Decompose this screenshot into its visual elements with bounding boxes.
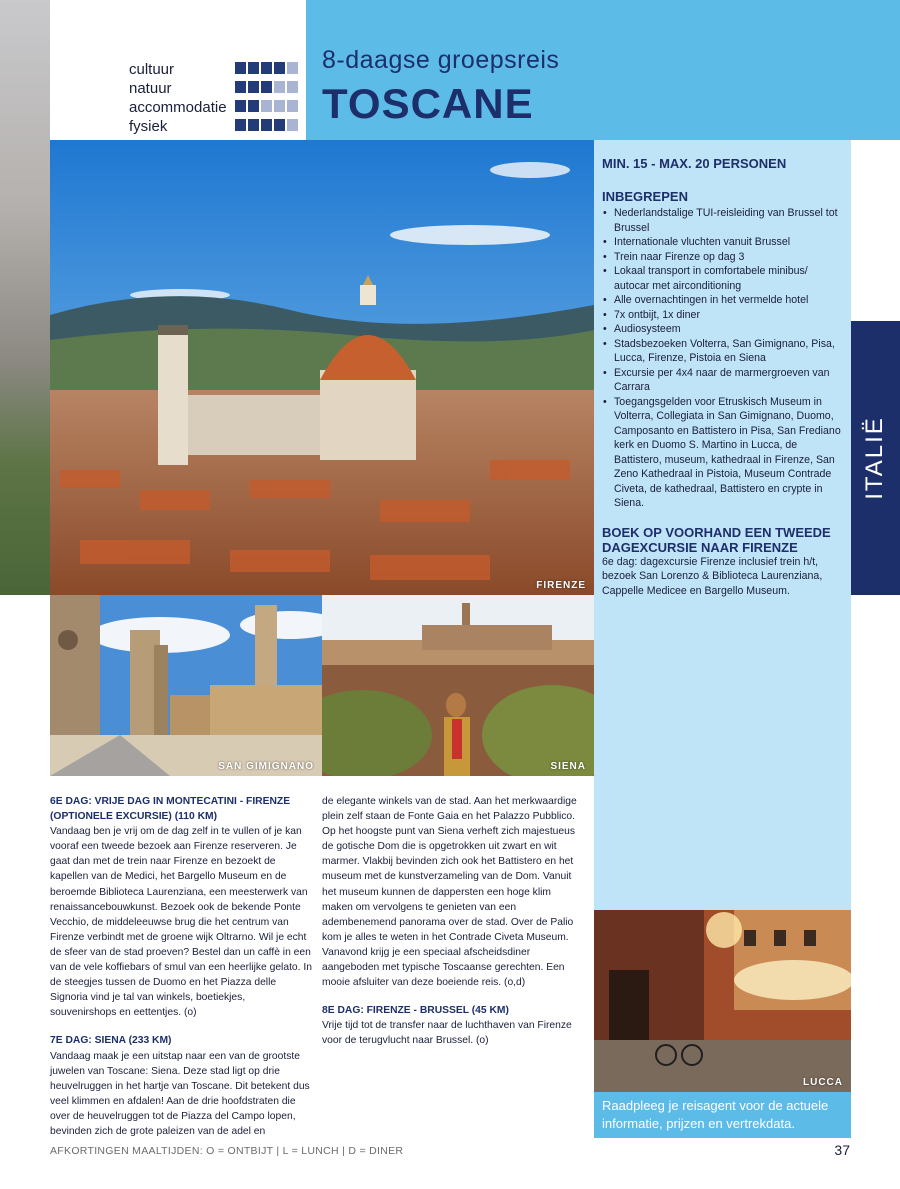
trip-subtitle: 8-daagse groepsreis — [322, 46, 560, 74]
rating-square-empty — [274, 81, 285, 93]
day7-text-start: Vandaag maak je een uitstap naar een van de grootste juwelen van Toscane: Siena. Deze stad ligt op drie heuvelruggen in het hartje van Toscane. Dit betekent dus veel klimmen en afdalen! Aan de drie hoofdstraten die over de heuvelruggen tot de Piazza del Campo lopen, bevinden zich de grote paleizen van de adel en — [50, 1050, 310, 1137]
day7-title: 7E DAG: SIENA (233 KM) — [50, 1035, 172, 1047]
group-size: MIN. 15 - MAX. 20 PERSONEN — [602, 156, 787, 171]
day6-text: Vandaag ben je vrij om de dag zelf in te vullen of je kan vooraf een tweede bezoek aan Firenze reserveren. Je gaat dan met de trein naar Firenze en bezoekt de kapellen van de Medici, het Bargello Museum en de beroemde Biblioteca Laurenziana, een meesterwerk van renaissancebouwkunst. Bezoek ook de bekende Ponte Vecchio, de middeleeuwse brug die het centrum van Firenze verbindt met de groene wijk Oltrarno. Wil je echt de sfeer van de stad proeven? Bestel dan un caffè in een van de vele koffiebars of smul van een heerlijke gelato. In de steegjes tussen de Duomo en het Piazza delle Signoria vind je tal van winkels, boetiekjes, souvenirshops en eettentjes. (o) — [50, 826, 312, 1019]
included-item: • Alle overnachtingen in het vermelde hotel — [602, 293, 843, 308]
rating-square-filled — [235, 81, 246, 93]
rating-label-cultuur: cultuur — [129, 61, 175, 78]
caption-lucca: LUCCA — [803, 1077, 843, 1088]
day7-text-end: de elegante winkels van de stad. Aan het merkwaardige plein zelf staan de Fonte Gaia en het Palazzo Pubblico. Op het hoogste punt van Siena verheft zich majestueus de gotische Dom die is opgetrokken uit zwart en wit marmer. Vlakbij bevinden zich ook het Battistero en het museum met de kunstverzameling van de Dom. Vanuit het museum kunnen de dappersten een hoge klim maken om vervolgens te genieten van een adembenemend panorama over de stad. Over de Palio kom je alles te weten in het Contrade Civeta Museum. Vanavond krijg je een speciaal afscheidsdiner aangeboden met typische Toscaanse gerechten. Een mooie afsluiter van deze boeiende reis. (o,d) — [322, 796, 577, 989]
country-tab-label: ITALIË — [861, 416, 888, 500]
included-item: • Toegangsgelden voor Etruskisch Museum in Volterra, Collegiata in San Gimignano, Duomo, Camposanto en Battistero in Pisa, San Frediano kerk en Duomo S. Martino in Lucca, de Battistero, museum, kathedraal in Firenze, San Zeno Kathedraal in Pistoia, Museum Contrade Civeta, de kathedraal, Battistero en crypte in Siena. — [602, 395, 843, 511]
itinerary-column-2 — [322, 794, 584, 1062]
photo-firenze — [50, 140, 594, 595]
rating-square-filled — [274, 62, 285, 74]
rating-square-empty — [287, 119, 298, 131]
extra-excursion-heading: BOEK OP VOORHAND EEN TWEEDE DAGEXCURSIE NAAR FIRENZE — [602, 524, 831, 555]
included-item: • Nederlandstalige TUI-reisleiding van Brussel tot Brussel — [602, 206, 843, 235]
rating-square-filled — [261, 119, 272, 131]
day6-title: 6E DAG: VRIJE DAG IN MONTECATINI - FIRENZE (OPTIONELE EXCURSIE) (110 KM) — [50, 796, 291, 823]
page-title: TOSCANE — [322, 80, 534, 127]
rating-square-empty — [287, 81, 298, 93]
rating-square-filled — [235, 62, 246, 74]
rating-square-empty — [274, 100, 285, 112]
rating-square-empty — [287, 100, 298, 112]
caption-san-gimignano: SAN GIMIGNANO — [218, 761, 314, 772]
rating-square-filled — [248, 62, 259, 74]
rating-square-filled — [248, 119, 259, 131]
included-item: • 7x ontbijt, 1x diner — [602, 308, 843, 323]
rating-label-fysiek: fysiek — [129, 118, 168, 135]
included-heading: INBEGREPEN — [602, 189, 688, 204]
included-item: • Excursie per 4x4 naar de marmergroeven van Carrara — [602, 366, 843, 395]
rating-square-filled — [248, 100, 259, 112]
agent-note: Raadpleeg je reisagent voor de actuele informatie, prijzen en vertrekdata. — [594, 1092, 851, 1138]
rating-square-filled — [235, 119, 246, 131]
included-item: • Audiosysteem — [602, 322, 843, 337]
page-number: 37 — [834, 1142, 850, 1158]
included-list — [602, 206, 843, 511]
day8-text: Vrije tijd tot de transfer naar de luchthaven van Firenze voor de terugvlucht naar Brussel. (o) — [322, 1020, 572, 1047]
itinerary-column-1 — [50, 794, 312, 1152]
day8-title: 8E DAG: FIRENZE - BRUSSEL (45 KM) — [322, 1005, 509, 1017]
rating-label-natuur: natuur — [129, 80, 172, 97]
photo-lucca — [594, 910, 851, 1092]
included-item: • Stadsbezoeken Volterra, San Gimignano, Pisa, Lucca, Firenze, Pistoia en Siena — [602, 337, 843, 366]
rating-bars — [235, 62, 298, 138]
rating-square-empty — [287, 62, 298, 74]
rating-row — [235, 81, 298, 93]
rating-square-filled — [261, 62, 272, 74]
caption-siena: SIENA — [550, 761, 586, 772]
rating-square-empty — [261, 100, 272, 112]
rating-row — [235, 100, 298, 112]
photo-siena — [322, 595, 594, 776]
rating-square-filled — [235, 100, 246, 112]
included-item: • Internationale vluchten vanuit Brussel — [602, 235, 843, 250]
photo-san-gimignano — [50, 595, 322, 776]
rating-row — [235, 62, 298, 74]
rating-labels — [129, 60, 227, 136]
rating-square-filled — [261, 81, 272, 93]
meal-abbreviations: AFKORTINGEN MAALTIJDEN: O = ONTBIJT | L = LUNCH | D = DINER — [50, 1145, 404, 1157]
included-item: • Lokaal transport in comfortabele minibus/ autocar met airconditioning — [602, 264, 843, 293]
left-edge-photo — [0, 0, 50, 595]
extra-excursion-text: 6e dag: dagexcursie Firenze inclusief trein h/t, bezoek San Lorenzo & Biblioteca Laurenziana, Cappelle Medicee en Bargello Museum. — [602, 555, 823, 597]
rating-square-filled — [248, 81, 259, 93]
info-panel — [594, 140, 851, 910]
included-item: • Trein naar Firenze op dag 3 — [602, 250, 843, 265]
rating-square-filled — [274, 119, 285, 131]
caption-firenze: FIRENZE — [536, 580, 586, 591]
rating-label-accommodatie: accommodatie — [129, 99, 227, 116]
rating-row — [235, 119, 298, 131]
